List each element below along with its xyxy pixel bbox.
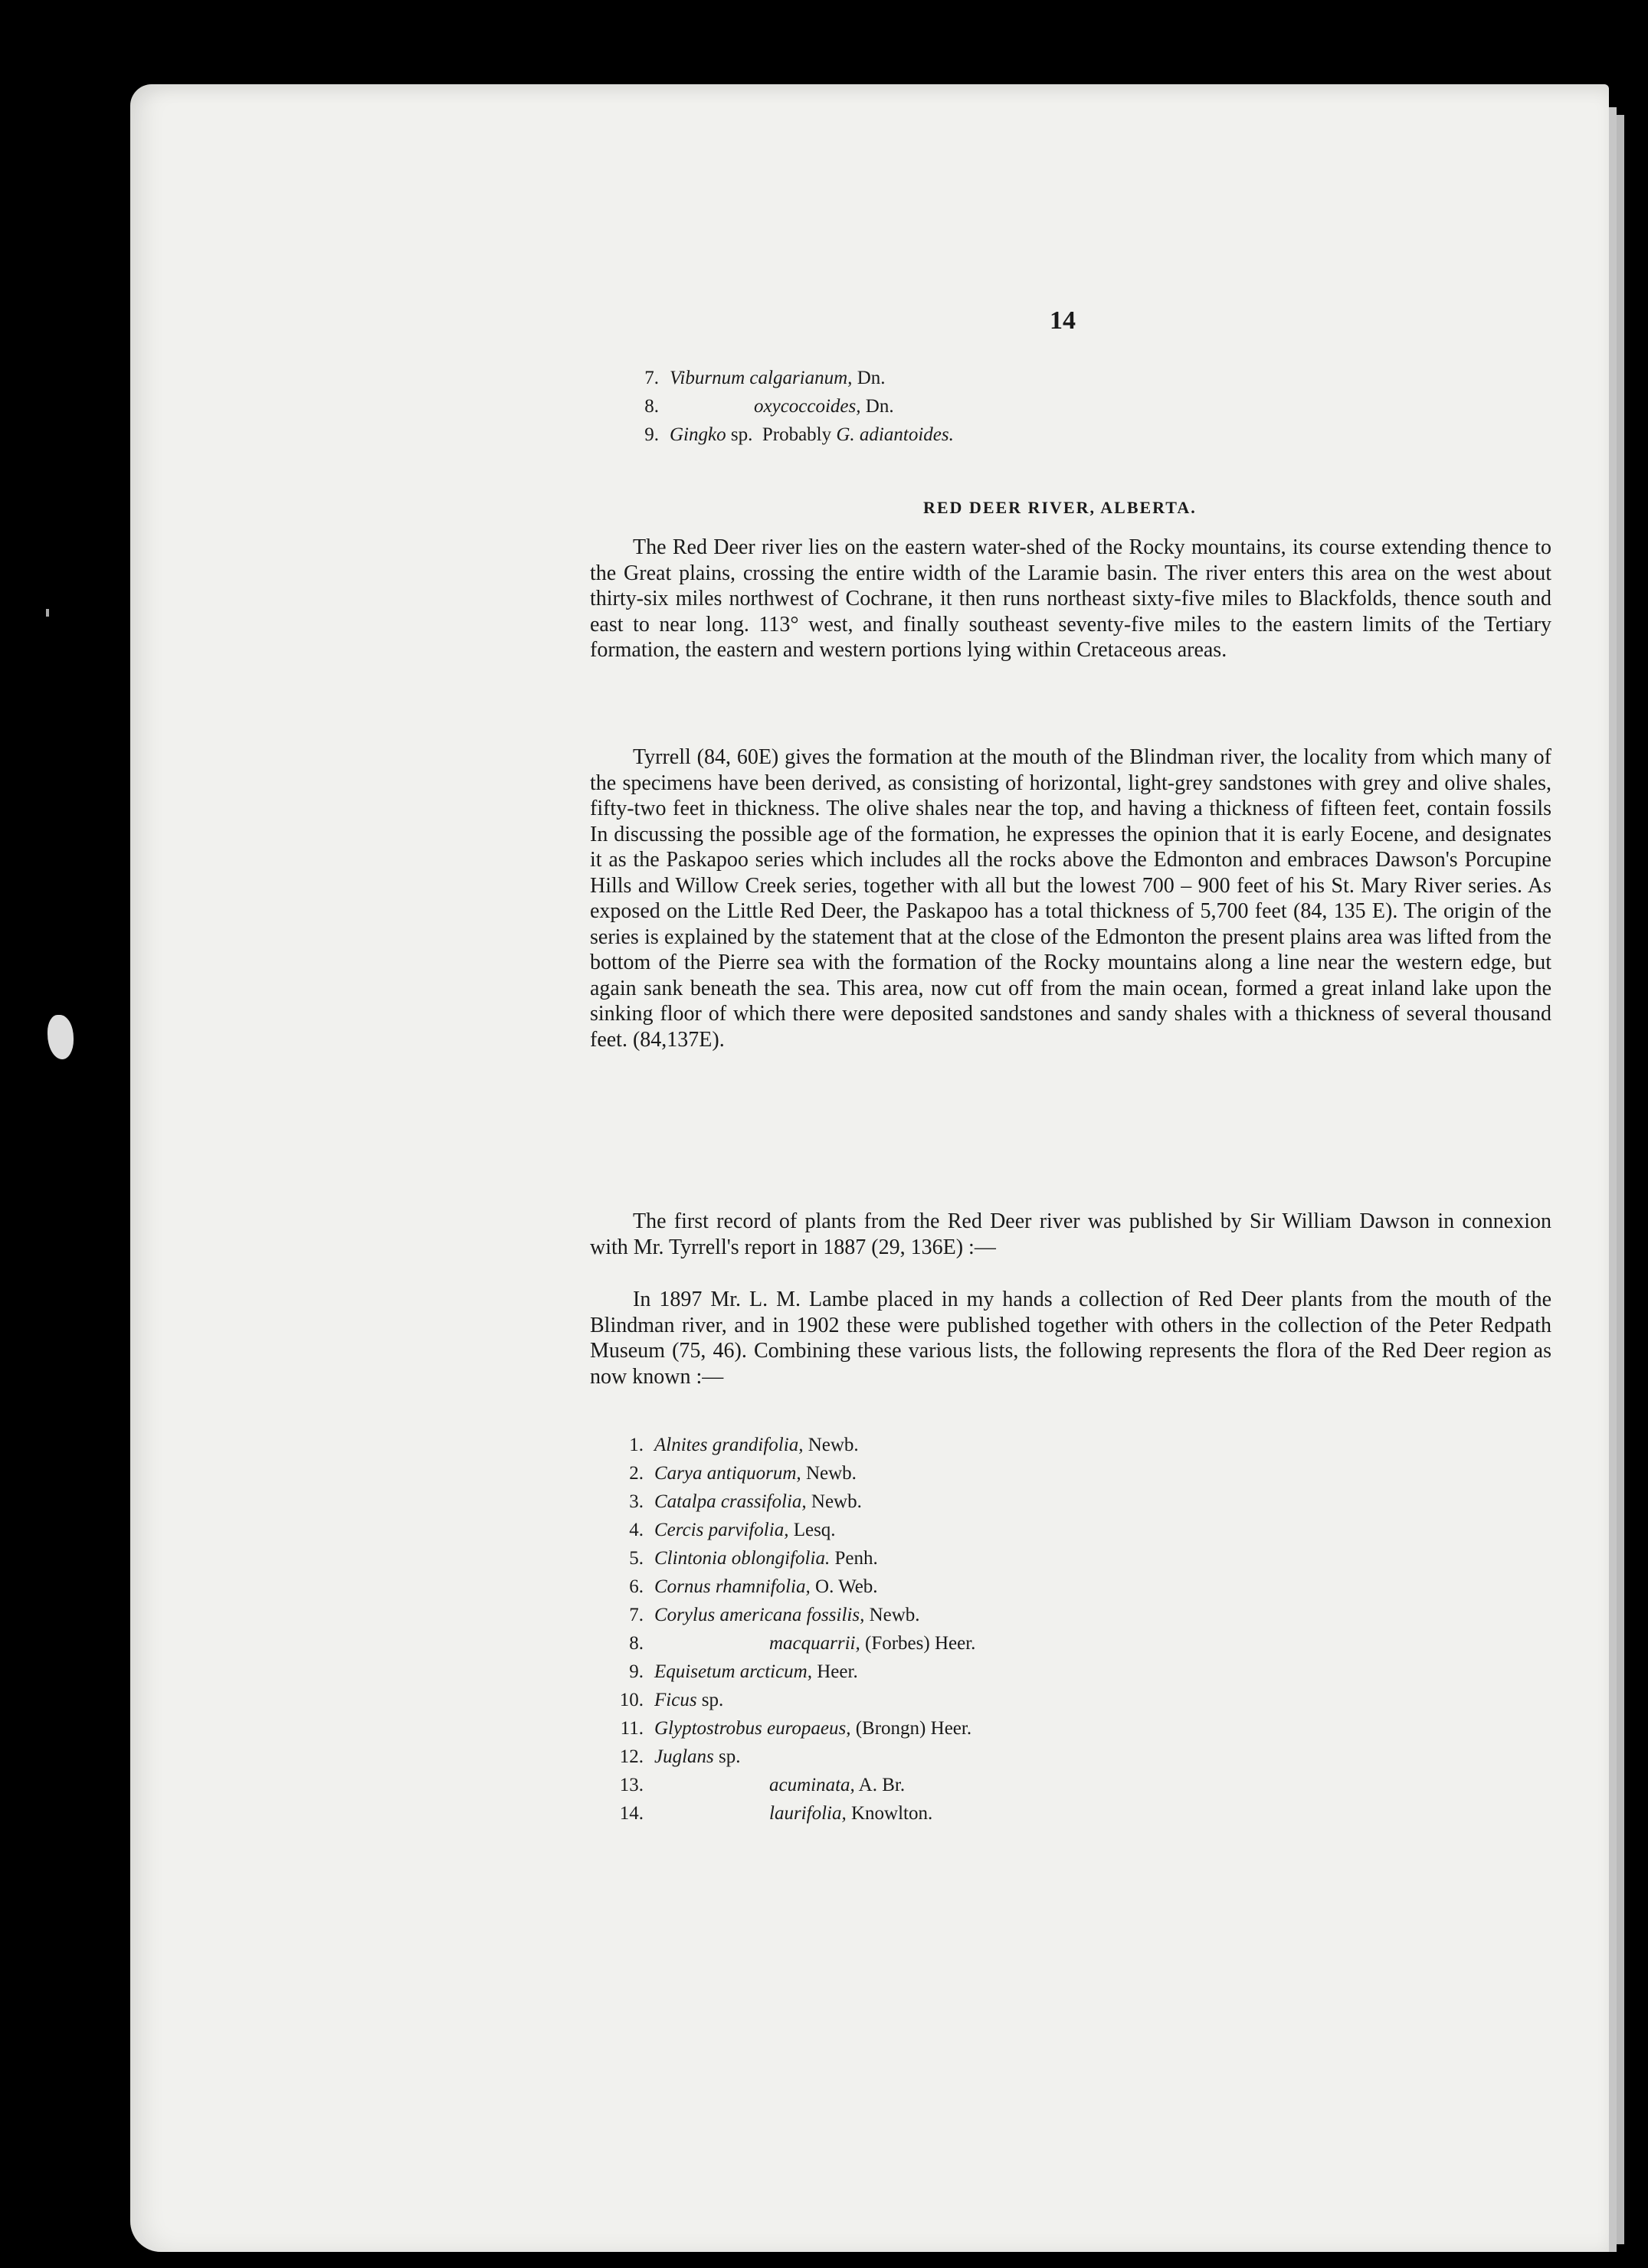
list-item: 9. Gingko sp. Probably G. adiantoides. [644,424,954,445]
list-item: 3. Catalpa crassifolia, Newb. [629,1491,862,1512]
section-heading: RED DEER RIVER, ALBERTA. [923,498,1197,517]
paragraph: The first record of plants from the Red Deer river was published by Sir William Dawson in connexion with Mr. Tyrrell's report in 1887 (29, 136E) :— [590,1209,1551,1259]
species-list-continued [628,364,954,449]
flora-list [613,1431,975,1828]
margin-speck [48,1015,74,1059]
list-item: 7. Viburnum calgarianum, Dn. [644,368,886,388]
paragraph: The Red Deer river lies on the eastern water-shed of the Rocky mountains, its course extending thence to the Great plains, crossing the entire width of the Laramie basin. The river enters this area on the west about thirty-six miles northwest of Cochrane, it then runs northeast sixty-five miles to Blackfolds, thence south and east to near long. 113° west, and finally southeast seventy-five miles to the eastern limits of the Tertiary formation, the eastern and western portions lying within Cretaceous areas. [590,535,1551,662]
list-item: 13. acuminata, A. Br. [619,1775,906,1795]
list-item: 7. Corylus americana fossilis, Newb. [629,1605,920,1625]
list-item: 8. oxycoccoides, Dn. [644,396,894,417]
list-item: 5. Clintonia oblongifolia. Penh. [629,1548,878,1569]
list-item: 12. Juglans sp. [619,1746,741,1767]
list-item: 2. Carya antiquorum, Newb. [629,1463,857,1484]
page-number: 14 [1050,306,1076,335]
paragraph: Tyrrell (84, 60E) gives the formation at the mouth of the Blindman river, the locality from which many of the specimens have been derived, as consisting of horizontal, light-grey sandstones with grey and olive shales, fifty-two feet in thickness. The olive shales near the top, and having a thickness of fifteen feet, contain fossils In discussing the possible age of the formation, he expresses the opinion that it is early Eocene, and designates it as the Paskapoo series which includes all the rocks above the Edmonton and embraces Dawson's Porcupine Hills and Willow Creek series, together with all but the lowest 700 – 900 feet of his St. Mary River series. As exposed on the Little Red Deer, the Paskapoo has a total thickness of 5,700 feet (84, 135 E). The origin of the series is explained by the statement that at the close of the Edmonton the present plains area was lifted from the bottom of the Pierre sea with the formation of the Rocky mountains along a line near the western edge, but again sank beneath the sea. This area, now cut off from the main ocean, formed a great inland lake upon the sinking floor of which there were deposited sandstones and sandy shales with a thickness of several thousand feet. (84,137E). [590,745,1551,1052]
margin-speck [46,609,49,617]
paragraph: In 1897 Mr. L. M. Lambe placed in my hands a collection of Red Deer plants from the mouth of the Blindman river, and in 1902 these were published together with others in the collection of the Peter Redpath Museum (75, 46). Combining these various lists, the following represents the flora of the Red Deer region as now known :— [590,1288,1551,1389]
list-item: 6. Cornus rhamnifolia, O. Web. [629,1576,878,1597]
list-item: 1. Alnites grandifolia, Newb. [629,1435,859,1455]
list-item: 9. Equisetum arcticum, Heer. [629,1661,858,1682]
list-item: 14. laurifolia, Knowlton. [619,1803,933,1824]
list-item: 8. macquarrii, (Forbes) Heer. [629,1633,976,1654]
list-item: 10. Ficus sp. [619,1690,724,1710]
list-item: 4. Cercis parvifolia, Lesq. [629,1520,836,1540]
list-item: 11. Glyptostrobus europaeus, (Brongn) Heer. [620,1718,972,1739]
